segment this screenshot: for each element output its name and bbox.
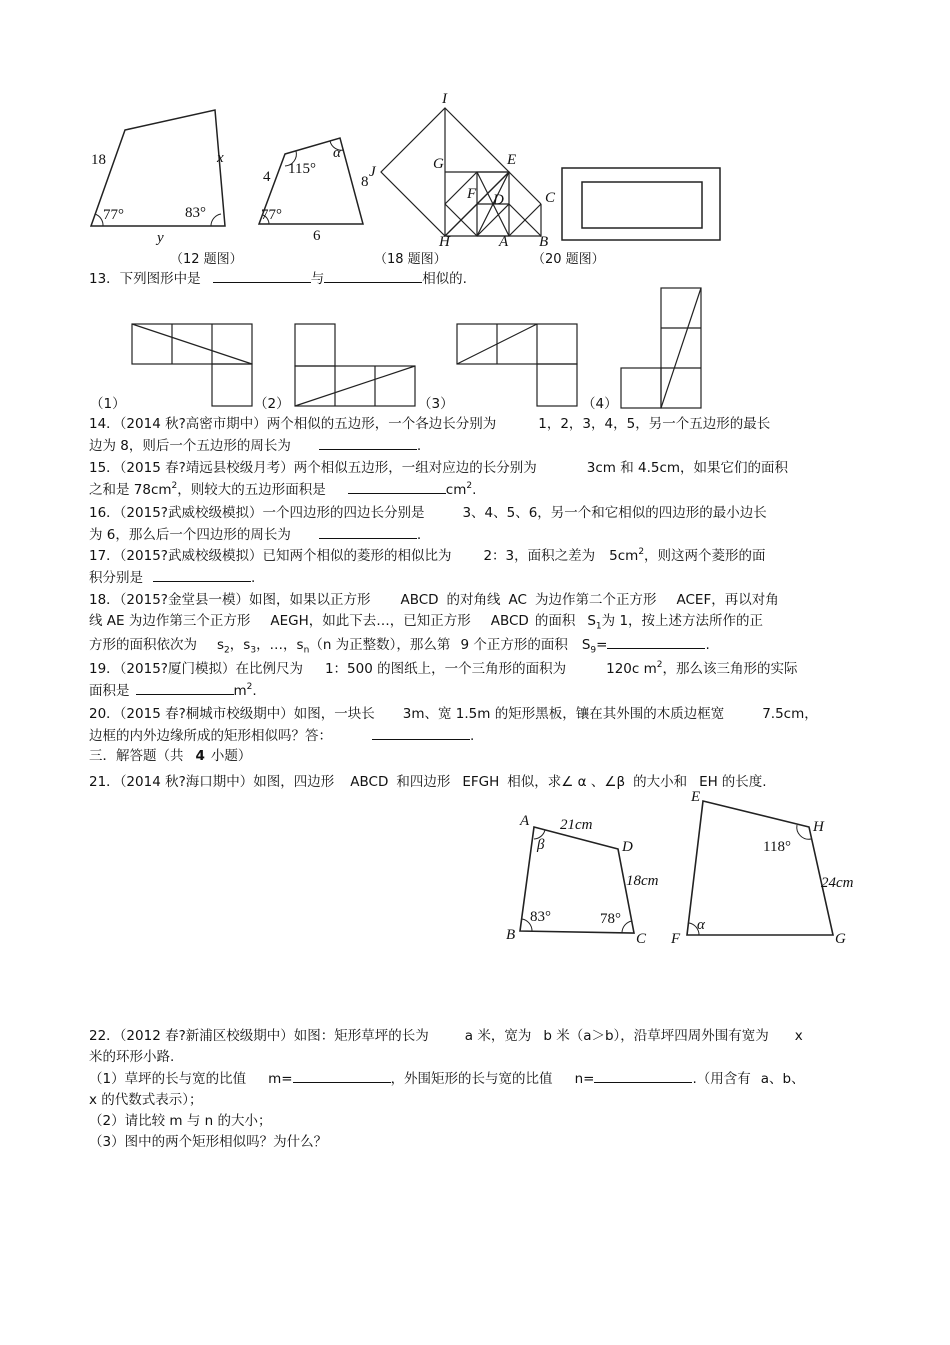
label-E: E [691, 789, 701, 805]
side-18cm-label: 18cm [626, 873, 659, 889]
figure-12b [255, 128, 375, 244]
angle-77-label: 77° [103, 207, 124, 223]
caption-20: （20 题图） [532, 252, 605, 267]
answer-blank-n[interactable] [594, 1068, 692, 1083]
answer-blank[interactable] [372, 725, 470, 740]
label-F: F [467, 186, 477, 202]
q13-figure-4 [619, 286, 705, 410]
label-C: C [545, 190, 556, 206]
label-H: H [813, 819, 824, 835]
question-13: 13．下列图形中是 与 相似的. [89, 268, 467, 289]
label-G: G [433, 156, 444, 172]
answer-blank-m[interactable] [293, 1068, 391, 1083]
q13-label-2: （2） [254, 396, 290, 412]
angle-77b-label: 77° [261, 207, 282, 223]
label-A: A [499, 234, 509, 250]
question-20-line2: 边框的内外边缘所成的矩形相似吗？答： . [89, 725, 474, 746]
question-17-line2: 积分别是 . [89, 567, 255, 588]
side-8-label: 8 [361, 174, 369, 190]
figure-20 [560, 166, 725, 244]
label-I: I [442, 91, 447, 107]
question-18-line2: 线 AE 为边作第三个正方形 AEGH，如此下去…，已知正方形 ABCD 的面积 $S_1$为 1，按上述方法所作的正 [89, 613, 764, 632]
angle-118-label: 118° [763, 839, 791, 855]
answer-blank[interactable] [319, 435, 417, 450]
question-22-line1: 22．（2012 春?新浦区校级期中）如图：矩形草坪的长为 a 米，宽为 b 米（a＞b），沿草坪四周外围有宽为 x [89, 1028, 803, 1044]
question-19-line1: 19．（2015?厦门模拟）在比例尺为 1：500 的图纸上，一个三角形的面积为 120c $m^2$，那么该三角形的实际 [89, 660, 798, 677]
q13-figure-2 [293, 322, 417, 408]
question-15-line1: 15．（2015 春?靖远县校级月考）两个相似五边形，一组对应边的长分别为 3cm 和 4.5cm，如果它们的面积 [89, 460, 789, 476]
answer-blank[interactable] [348, 479, 446, 494]
question-14-line1: 14．（2014 秋?高密市期中）两个相似的五边形，一个各边长分别为 1，2，3，4，5，另一个五边形的最长 [89, 416, 771, 432]
label-F: F [671, 931, 681, 947]
label-C: C [636, 931, 647, 947]
label-E: E [507, 152, 517, 168]
question-18-line3: 方形的面积依次为 $s_2$，$s_3$，…，$s_n(n$ 为正整数），那么第 9 个正方形的面积 $S_9=$ . [89, 634, 710, 655]
answer-blank[interactable] [324, 268, 422, 283]
figure-21-efgh [665, 785, 865, 950]
question-15-line2: 之和是 $78cm^2$，则较大的五边形面积是 $cm^2$. [89, 481, 477, 498]
label-J: J [369, 164, 376, 180]
q13-label-3: （3） [418, 396, 454, 412]
figure-21-abcd [500, 805, 675, 955]
question-20-line1: 20．（2015 春?桐城市校级期中）如图，一块长 3m、宽 1.5m 的矩形黑板，镶在其外围的木质边框宽 7.5cm， [89, 706, 818, 722]
label-A: A [520, 813, 530, 829]
label-G: G [835, 931, 846, 947]
label-H: H [439, 234, 450, 250]
question-22-part2: （2）请比较 m 与 n 的大小； [89, 1113, 272, 1129]
figure-12a [85, 100, 245, 246]
alpha-label: α [333, 145, 341, 161]
alpha-label: α [697, 917, 705, 933]
caption-18: （18 题图） [374, 252, 447, 267]
q13-figure-3 [455, 322, 579, 408]
side-18-label: 18 [91, 152, 106, 168]
answer-blank[interactable] [153, 567, 251, 582]
question-22-line4: x 的代数式表示）； [89, 1092, 203, 1108]
q13-label-4: （4） [582, 396, 618, 412]
figure-18 [365, 88, 565, 248]
question-22-line3: （1）草坪的长与宽的比值 m= ，外围矩形的长与宽的比值 n= .（用含有 a、b、 [89, 1068, 805, 1089]
caption-12: （12 题图） [170, 252, 243, 267]
answer-blank[interactable] [136, 680, 234, 695]
beta-label: β [537, 837, 545, 853]
question-19-line2: 面积是 $m^2$. [89, 682, 257, 699]
label-B: B [506, 927, 516, 943]
angle-115-label: 115° [288, 161, 316, 177]
question-22-part3: （3）图中的两个矩形相似吗？为什么？ [89, 1134, 328, 1150]
question-18-line1: 18．（2015?金堂县一模）如图，如果以正方形 ABCD 的对角线 AC 为边作第二个正方形 ACEF，再以对角 [89, 592, 779, 608]
question-17-line1: 17．（2015?武威校级模拟）已知两个相似的菱形的相似比为 2：3，面积之差为 $5cm^2$，则这两个菱形的面 [89, 547, 766, 564]
label-D: D [493, 192, 504, 208]
question-22-line2: 米的环形小路. [89, 1049, 175, 1065]
side-4-label: 4 [263, 169, 271, 185]
side-6-label: 6 [313, 228, 321, 244]
answer-blank[interactable] [319, 524, 417, 539]
q13-figure-1 [130, 322, 254, 408]
answer-blank[interactable] [607, 634, 705, 649]
side-y-label: y [157, 230, 164, 246]
q13-label-1: （1） [90, 396, 126, 412]
question-16-line2: 为 6，那么后一个四边形的周长为 . [89, 524, 421, 545]
question-14-line2: 边为 8，则后一个五边形的周长为 . [89, 435, 421, 456]
label-B: B [539, 234, 549, 250]
question-21: 21．（2014 秋?海口期中）如图，四边形 ABCD 和四边形 EFGH 相似，求∠ α 、∠β 的大小和 EH 的长度. [89, 774, 767, 790]
section-3-heading: 三．解答题（共 4 小题） [89, 748, 252, 764]
side-21cm-label: 21cm [560, 817, 593, 833]
side-24cm-label: 24cm [821, 875, 854, 891]
label-D: D [622, 839, 633, 855]
angle-83-label: 83° [530, 909, 551, 925]
question-16-line1: 16．（2015?武威校级模拟）一个四边形的四边长分别是 3、4、5、6，另一个和它相似的四边形的最小边长 [89, 505, 767, 521]
answer-blank[interactable] [213, 268, 311, 283]
angle-78-label: 78° [600, 911, 621, 927]
angle-83-label: 83° [185, 205, 206, 221]
side-x-label: x [217, 150, 224, 166]
